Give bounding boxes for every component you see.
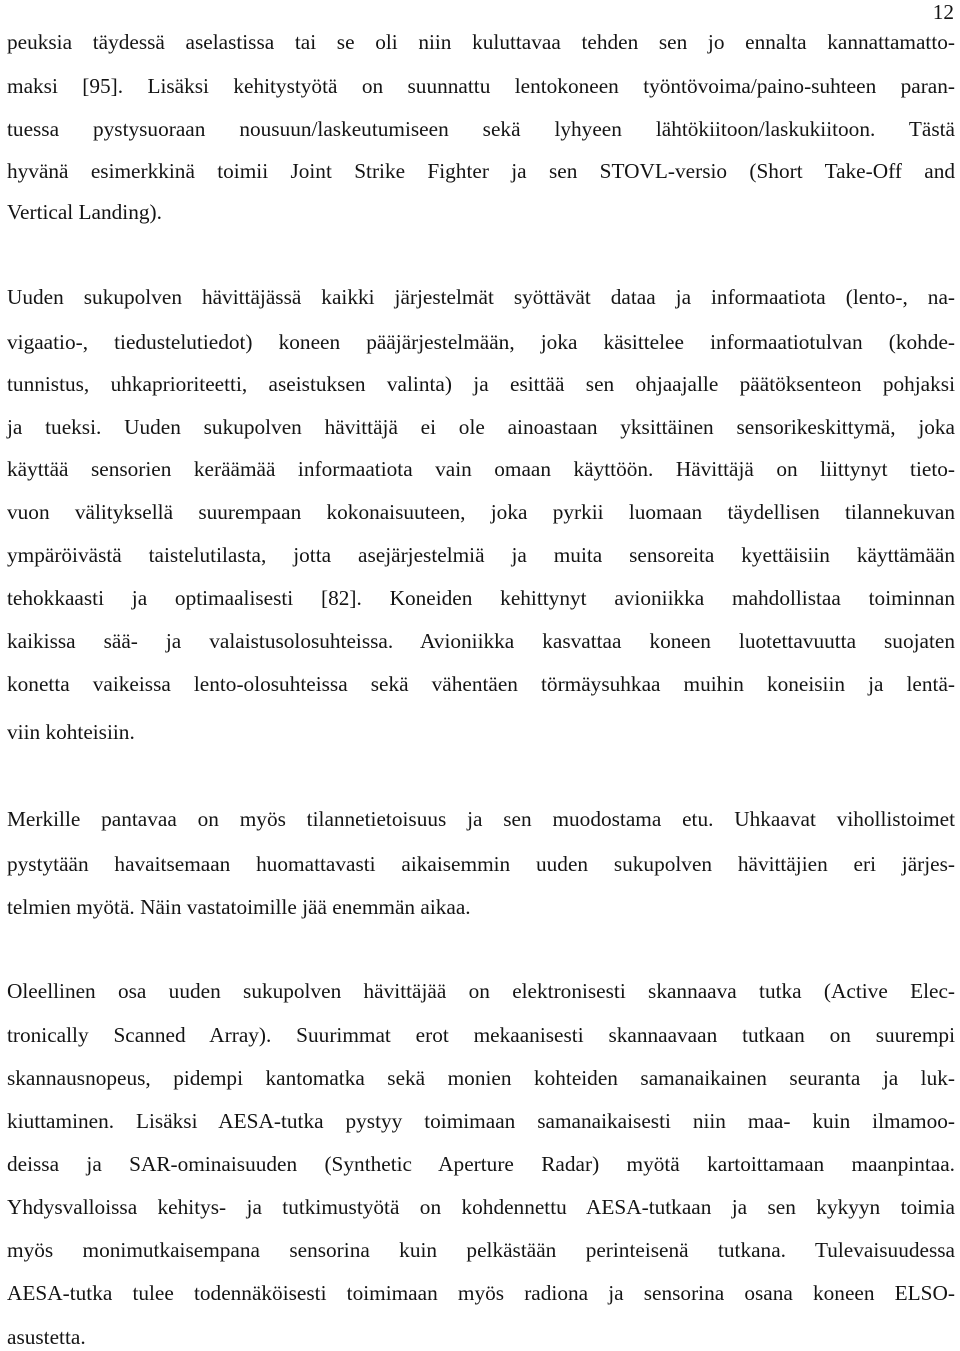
text-line: Yhdysvalloissa kehitys- ja tutkimustyötä on kohdennettu AESA-tutkaan ja sen kykyyn toimia — [7, 1195, 955, 1219]
text-line: pystytään havaitsemaan huomattavasti aikaisemmin uuden sukupolven hävittäjien eri järjes- — [7, 852, 955, 876]
text-line: peuksia täydessä aselastissa tai se oli niin kuluttavaa tehden sen jo ennalta kannattamatto- — [7, 30, 955, 54]
page-number: 12 — [932, 0, 954, 24]
text-line: asustetta. — [7, 1325, 86, 1349]
text-line: käyttää sensorien keräämää informaatiota vain omaan käyttöön. Hävittäjä on liittynyt tieto- — [7, 457, 955, 481]
text-line: AESA-tutka tulee todennäköisesti toimimaan myös radiona ja sensorina osana koneen ELSO- — [7, 1281, 955, 1305]
text-line: deissa ja SAR-ominaisuuden (Synthetic Aperture Radar) myötä kartoittamaan maanpintaa. — [7, 1152, 955, 1176]
text-line: telmien myötä. Näin vastatoimille jää enemmän aikaa. — [7, 895, 471, 919]
text-line: tunnistus, uhkaprioriteetti, aseistuksen valinta) ja esittää sen ohjaajalle päätöksenteon pohjaksi — [7, 372, 955, 396]
text-line: vigaatio-, tiedustelutiedot) koneen pääjärjestelmään, joka käsittelee informaatiotulvan (kohde- — [7, 330, 955, 354]
text-line: Merkille pantavaa on myös tilannetietoisuus ja sen muodostama etu. Uhkaavat vihollistoimet — [7, 807, 955, 831]
text-line: konetta vaikeissa lento-olosuhteissa sekä vähentäen törmäysuhkaa muihin koneisiin ja lentä- — [7, 672, 955, 696]
text-line: tuessa pystysuoraan nousuun/laskeutumiseen sekä lyhyeen lähtökiitoon/laskukiitoon. Tästä — [7, 117, 955, 141]
text-line: viin kohteisiin. — [7, 720, 135, 744]
text-line: tehokkaasti ja optimaalisesti [82]. Koneiden kehittynyt avioniikka mahdollistaa toiminnan — [7, 586, 955, 610]
text-line: vuon välityksellä suurempaan kokonaisuuteen, joka pyrkii luomaan täydellisen tilannekuvan — [7, 500, 955, 524]
text-line: Uuden sukupolven hävittäjässä kaikki järjestelmät syöttävät dataa ja informaatiota (lento-, na- — [7, 285, 955, 309]
text-line: Oleellinen osa uuden sukupolven hävittäjää on elektronisesti skannaava tutka (Active Elec- — [7, 979, 955, 1003]
text-line: kaikissa sää- ja valaistusolosuhteissa. Avioniikka kasvattaa koneen luotettavuutta suojaten — [7, 629, 955, 653]
text-line: skannausnopeus, pidempi kantomatka sekä monien kohteiden samanaikainen seuranta ja luk- — [7, 1066, 955, 1090]
text-line: maksi [95]. Lisäksi kehitystyötä on suunnattu lentokoneen työntövoima/paino-suhteen paran- — [7, 74, 955, 98]
text-line: kiuttaminen. Lisäksi AESA-tutka pystyy toimimaan samanaikaisesti niin maa- kuin ilmamoo- — [7, 1109, 955, 1133]
text-line: Vertical Landing). — [7, 200, 162, 224]
text-line: hyvänä esimerkkinä toimii Joint Strike Fighter ja sen STOVL-versio (Short Take-Off and — [7, 159, 955, 183]
text-line: tronically Scanned Array). Suurimmat erot mekaanisesti skannaavaan tutkaan on suurempi — [7, 1023, 955, 1047]
text-line: ja tueksi. Uuden sukupolven hävittäjä ei ole ainoastaan yksittäinen sensorikeskittymä, joka — [7, 415, 955, 439]
text-line: myös monimutkaisempana sensorina kuin pelkästään perinteisenä tutkana. Tulevaisuudessa — [7, 1238, 955, 1262]
text-line: ympäröivästä taistelutilasta, jotta asejärjestelmiä ja muita sensoreita kyettäisiin käyttämään — [7, 543, 955, 567]
